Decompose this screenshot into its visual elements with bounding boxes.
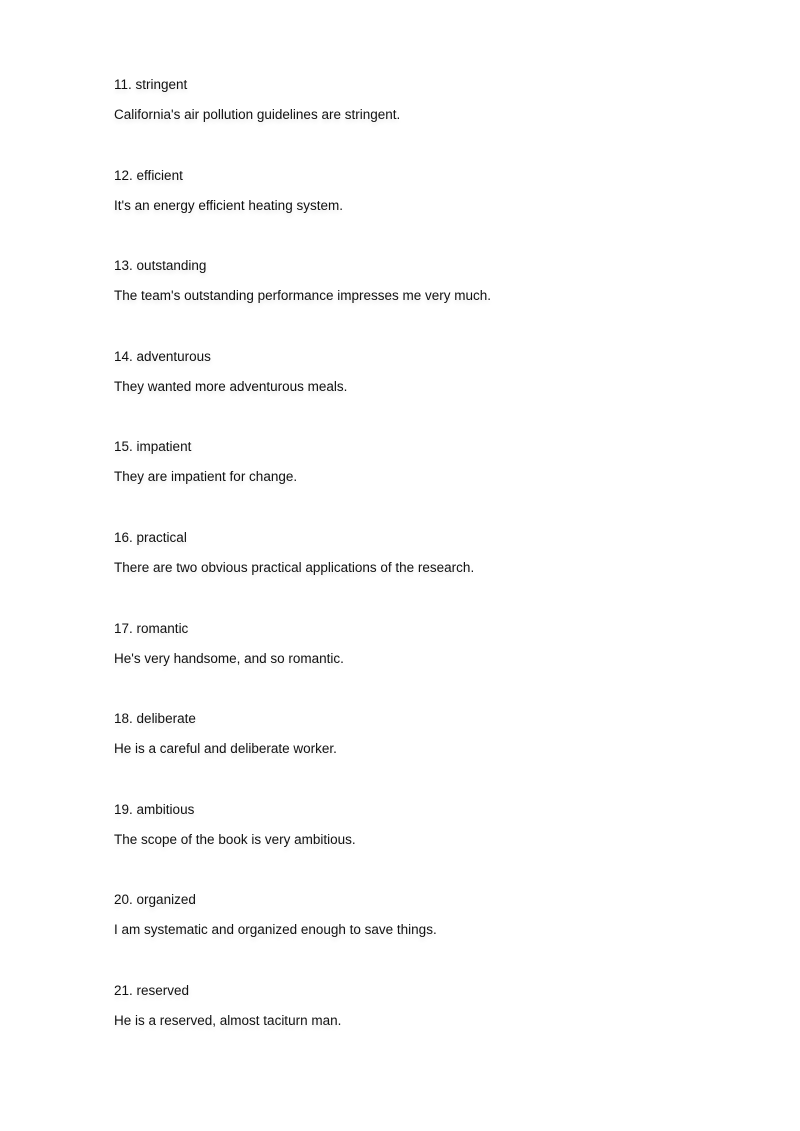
entry-example-sentence: It's an energy efficient heating system. (114, 197, 343, 213)
entry-word: outstanding (136, 258, 207, 274)
entry-word: organized (136, 892, 196, 908)
vocabulary-entry (114, 76, 734, 167)
vocabulary-list (114, 76, 734, 1073)
entry-heading (114, 167, 183, 185)
entry-example-sentence: He's very handsome, and so romantic. (114, 650, 344, 666)
entry-word: romantic (136, 620, 189, 636)
entry-heading (114, 348, 211, 366)
entry-number: 17. (114, 620, 133, 636)
entry-heading (114, 891, 196, 909)
vocabulary-entry (114, 257, 734, 348)
entry-word: ambitious (136, 801, 195, 817)
entry-example-sentence: He is a careful and deliberate worker. (114, 741, 337, 757)
entry-example-sentence: The scope of the book is very ambitious. (114, 831, 356, 847)
entry-heading (114, 620, 188, 638)
vocabulary-entry (114, 620, 734, 711)
entry-number: 18. (114, 711, 133, 727)
vocabulary-entry (114, 438, 734, 529)
entry-example-sentence: He is a reserved, almost taciturn man. (114, 1012, 342, 1028)
entry-heading (114, 801, 194, 819)
entry-word: efficient (136, 167, 183, 183)
entry-heading (114, 76, 187, 94)
entry-example-sentence: They are impatient for change. (114, 469, 298, 485)
entry-number: 15. (114, 439, 133, 455)
entry-example-sentence: There are two obvious practical applications of the research. (114, 559, 475, 575)
entry-word: impatient (136, 439, 192, 455)
vocabulary-entry (114, 801, 734, 892)
entry-example-sentence: They wanted more adventurous meals. (114, 378, 348, 394)
entry-example-sentence: I am systematic and organized enough to save things. (114, 922, 437, 938)
entry-word: adventurous (136, 348, 211, 364)
entry-heading (114, 710, 196, 728)
entry-heading (114, 438, 191, 456)
entry-number: 21. (114, 982, 133, 998)
vocabulary-entry (114, 982, 734, 1073)
entry-word: practical (136, 529, 187, 545)
vocabulary-entry (114, 348, 734, 439)
entry-heading (114, 257, 206, 275)
entry-word: reserved (136, 982, 190, 998)
entry-word: stringent (135, 77, 188, 92)
entry-number: 11. (114, 77, 132, 92)
entry-example-sentence: California's air pollution guidelines are stringent. (114, 107, 401, 122)
vocabulary-entry (114, 710, 734, 801)
vocabulary-entry (114, 891, 734, 982)
entry-heading (114, 529, 187, 547)
entry-number: 16. (114, 529, 133, 545)
entry-number: 12. (114, 167, 133, 183)
entry-number: 13. (114, 258, 133, 274)
vocabulary-entry (114, 167, 734, 258)
entry-heading (114, 982, 189, 1000)
entry-number: 20. (114, 892, 133, 908)
entry-example-sentence: The team's outstanding performance impresses me very much. (114, 288, 491, 304)
entry-number: 19. (114, 801, 133, 817)
vocabulary-entry (114, 529, 734, 620)
entry-number: 14. (114, 348, 133, 364)
entry-word: deliberate (136, 711, 196, 727)
